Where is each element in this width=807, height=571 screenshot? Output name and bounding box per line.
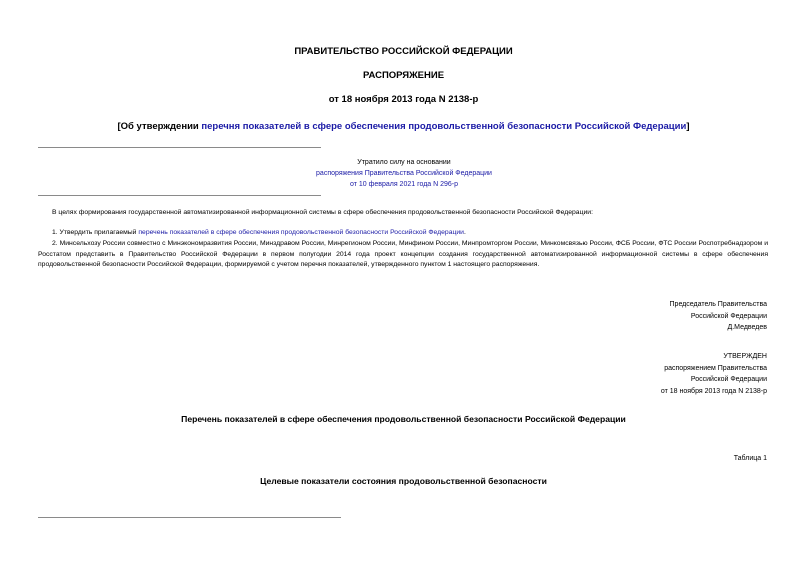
item-2-paragraph: 2. Минсельхозу России совместно с Минэкономразвития России, Минздравом России, Минрегионом России, Минфином России, Минпромторгом России, Минкомсвязью России, ФСБ России, ФТС России Роспотребнадзором и Росстатом представить в Правительство Российской Федерации в первом полугодии 2014 года проект концепции создания государственной автоматизированной информационной системы в сфере обеспечения продовольственной безопасности Российской Федерации, формируемой с учетом перечня показателей, утвержденного пунктом 1 настоящего распоряжения.: [38, 240, 768, 268]
item-1-suffix: .: [463, 229, 466, 236]
intro-paragraph: В целях формирования государственной автоматизированной информационной системы в сфере обеспечения продовольственной безопасности Российской Федерации:: [52, 209, 593, 216]
table-label: Таблица 1: [733, 455, 767, 462]
validity-note-link-decree[interactable]: распоряжения Правительства Российской Федерации: [316, 170, 492, 177]
document-title: [0, 121, 807, 132]
approval-heading: УТВЕРЖДЕН: [723, 353, 767, 360]
table-title: Целевые показатели состояния продовольственной безопасности: [260, 476, 547, 486]
signature-country: Российской Федерации: [690, 312, 767, 320]
divider-footnote: [38, 517, 341, 518]
approval-date: от 18 ноября 2013 года N 2138-р: [660, 387, 767, 395]
approval-country: Российской Федерации: [690, 376, 767, 383]
document-type: РАСПОРЯЖЕНИЕ: [362, 70, 445, 81]
title-suffix: ]: [686, 121, 690, 132]
validity-note-text: Утратило силу на основании: [357, 159, 451, 166]
approval-block: [567, 351, 767, 397]
item-1-prefix: 1. Утвердить прилагаемый: [52, 229, 139, 236]
signature-block: [567, 299, 767, 334]
divider-bottom: [38, 195, 321, 196]
title-link[interactable]: перечня показателей в сфере обеспечения продовольственной безопасности Российской Федерации: [201, 121, 687, 132]
validity-note: [260, 157, 548, 190]
title-prefix: [Об утверждении: [117, 121, 202, 132]
item-1-paragraph: [38, 228, 768, 239]
government-heading: ПРАВИТЕЛЬСТВО РОССИЙСКОЙ ФЕДЕРАЦИИ: [294, 46, 513, 57]
document-date-number: от 18 ноября 2013 года N 2138-р: [328, 94, 479, 105]
approval-decree: распоряжением Правительства: [664, 364, 767, 372]
item-1-link[interactable]: перечень показателей в сфере обеспечения продовольственной безопасности Российской Федерации: [138, 229, 464, 236]
validity-note-link-date[interactable]: от 10 февраля 2021 года N 296-р: [349, 181, 459, 188]
divider-top: [38, 147, 321, 148]
signature-name: Д.Медведев: [727, 324, 767, 331]
list-title: Перечень показателей в сфере обеспечения продовольственной безопасности Российской Федерации: [181, 414, 626, 424]
signature-position: Председатель Правительства: [669, 301, 767, 308]
